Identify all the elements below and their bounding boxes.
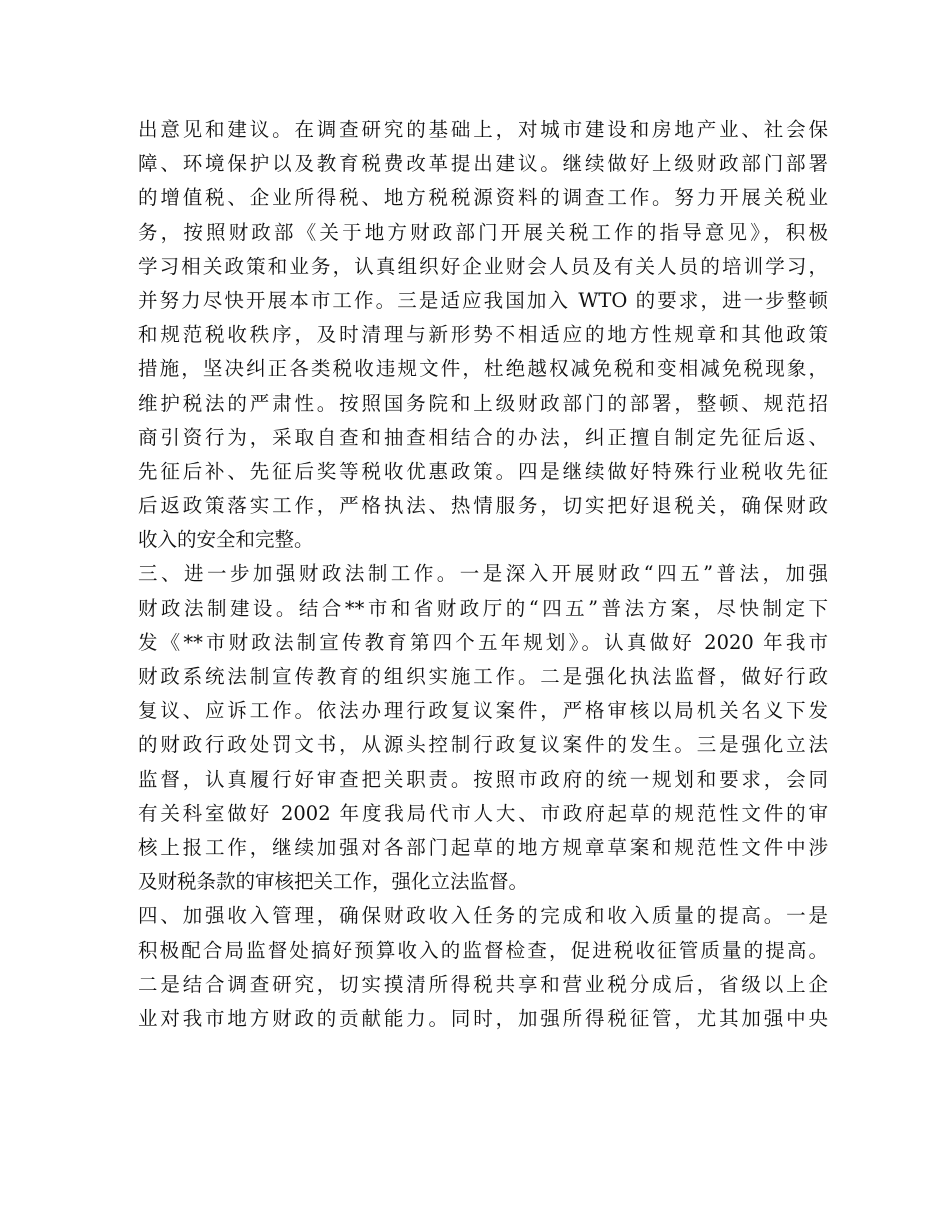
text-line: 的增值税、企业所得税、地方税税源资料的调查工作。努力开展关税业: [138, 186, 828, 210]
text-line: 财政法制建设。结合**市和省财政厅的“四五”普法方案，尽快制定下: [138, 596, 828, 620]
text-line: 收入的安全和完整。: [138, 528, 314, 552]
text-line: 务，按照财政部《关于地方财政部门开展关税工作的指导意见》，积极: [138, 220, 828, 244]
text-line: 复议、应诉工作。依法办理行政复议案件，严格审核以局机关名义下发: [138, 699, 828, 723]
text-line: 业对我市地方财政的贡献能力。同时，加强所得税征管，尤其加强中央: [138, 1006, 828, 1030]
text-line: 的财政行政处罚文书，从源头控制行政复议案件的发生。三是强化立法: [138, 733, 828, 757]
text-line: 发《**市财政法制宣传教育第四个五年规划》。认真做好 2020 年我市: [138, 630, 828, 654]
body-text: [138, 113, 828, 1036]
text-line: 和规范税收秩序，及时清理与新形势不相适应的地方性规章和其他政策: [138, 323, 828, 347]
text-line: 财政系统法制宣传教育的组织实施工作。二是强化执法监督，做好行政: [138, 665, 828, 688]
text-line: 并努力尽快开展本市工作。三是适应我国加入 WTO 的要求，进一步整顿: [138, 288, 828, 312]
text-line: 三、进一步加强财政法制工作。一是深入开展财政“四五”普法，加强: [138, 562, 828, 586]
text-line: 维护税法的严肃性。按照国务院和上级财政部门的部署，整顿、规范招: [138, 391, 828, 415]
text-line: 措施，坚决纠正各类税收违规文件，杜绝越权减免税和变相减免税现象，: [138, 357, 828, 381]
text-line: 积极配合局监督处搞好预算收入的监督检查，促进税收征管质量的提高。: [138, 938, 828, 962]
text-line: 后返政策落实工作，严格执法、热情服务，切实把好退税关，确保财政: [138, 494, 828, 518]
text-line: 四、加强收入管理，确保财政收入任务的完成和收入质量的提高。一是: [138, 904, 828, 928]
text-line: 先征后补、先征后奖等税收优惠政策。四是继续做好特殊行业税收先征: [138, 459, 828, 483]
text-line: 核上报工作，继续加强对各部门起草的地方规章草案和规范性文件中涉: [138, 835, 828, 859]
text-line: 及财税条款的审核把关工作，强化立法监督。: [138, 870, 529, 894]
text-line: 学习相关政策和业务，认真组织好企业财会人员及有关人员的培训学习，: [138, 254, 828, 278]
text-line: 出意见和建议。在调查研究的基础上，对城市建设和房地产业、社会保: [138, 118, 828, 141]
text-line: 商引资行为，采取自查和抽查相结合的办法，纠正擅自制定先征后返、: [138, 425, 828, 449]
text-line: 监督，认真履行好审查把关职责。按照市政府的统一规划和要求，会同: [138, 767, 828, 791]
text-line: 障、环境保护以及教育税费改革提出建议。继续做好上级财政部门部署: [138, 152, 828, 176]
text-line: 二是结合调查研究，切实摸清所得税共享和营业税分成后，省级以上企: [138, 972, 828, 996]
text-line: 有关科室做好 2002 年度我局代市人大、市政府起草的规范性文件的审: [138, 801, 828, 825]
